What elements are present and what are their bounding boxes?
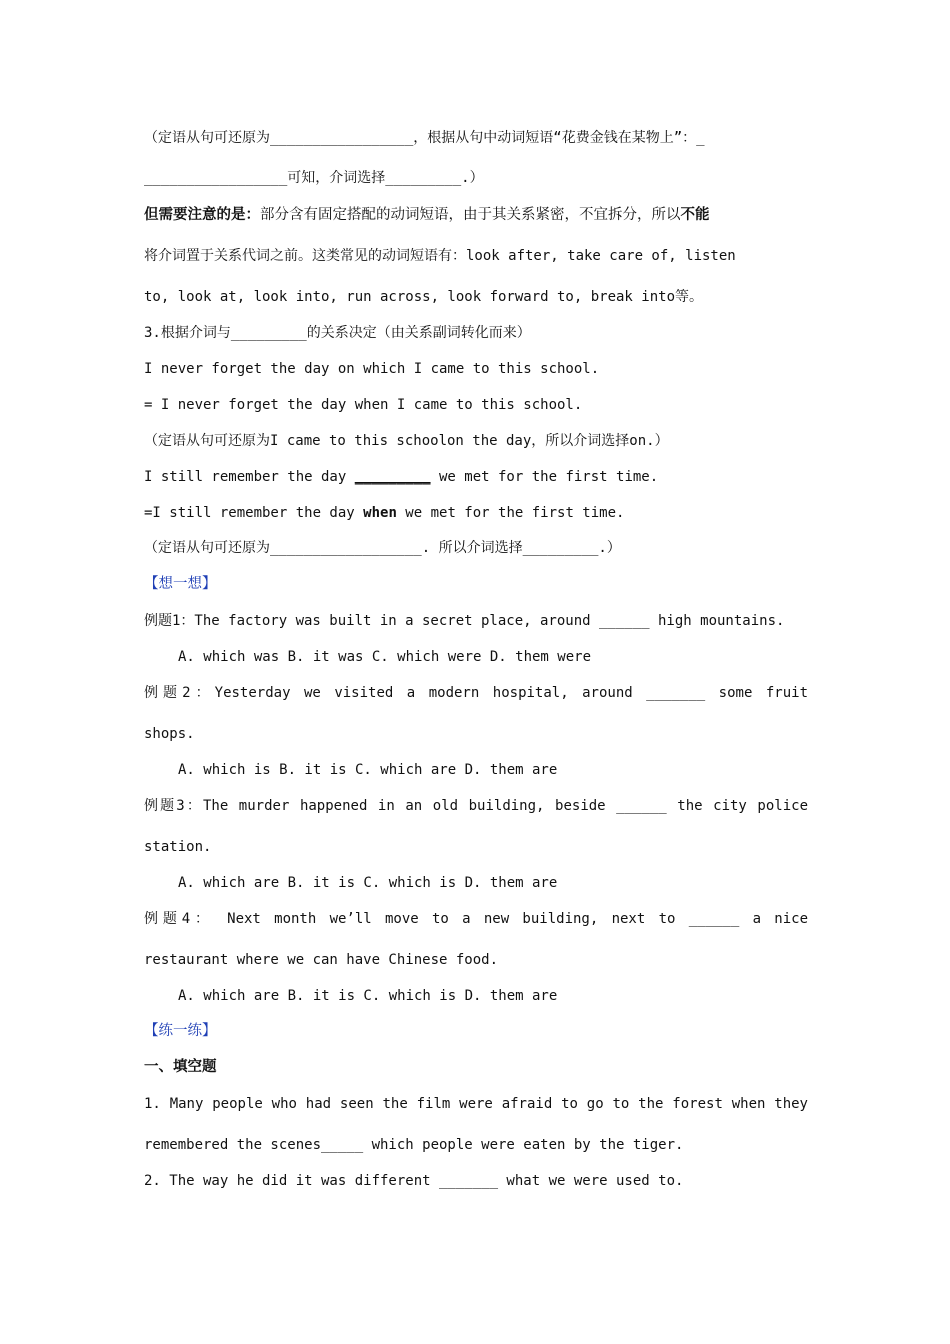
remember-part-b: we met for the first time. xyxy=(430,469,659,485)
example-2-question: 例题2：Yesterday we visited a modern hospital, around _______ some fruit xyxy=(144,685,808,701)
exercise-1-cont: remembered the scenes_____ which people were eaten by the tiger. xyxy=(144,1137,684,1153)
fill-blank-heading: 一、填空题 xyxy=(144,1058,217,1075)
note-line xyxy=(144,205,808,225)
example-4-question: 例题4： Next month we’ll move to a new building, next to ______ a nice xyxy=(144,911,808,927)
remember-blank: _________ xyxy=(354,469,431,485)
example-3-options: A. which are B. it is C. which is D. them are xyxy=(178,875,558,891)
note-label: 但需要注意的是： xyxy=(144,206,260,223)
when-word: when xyxy=(363,505,397,521)
when-part-a: =I still remember the day xyxy=(144,505,364,521)
note-emphasis: 不能 xyxy=(680,206,710,223)
text-line-5: to, look at, look into, run across, look forward to, break into等。 xyxy=(144,289,704,305)
example-4-options: A. which are B. it is C. which is D. them are xyxy=(178,988,558,1004)
example-1-options: A. which was B. it was C. which were D. them were xyxy=(178,649,592,665)
note-text: 部分含有固定搭配的动词短语，由于其关系紧密，不宜拆分，所以 xyxy=(260,207,681,223)
restore-note-2: （定语从句可还原为__________________. 所以介词选择_________.） xyxy=(144,540,621,556)
example-4-question-cont: restaurant where we can have Chinese food. xyxy=(144,952,499,968)
example-sentence-2: = I never forget the day when I came to this school. xyxy=(144,397,583,413)
example-2-question-cont: shops. xyxy=(144,726,195,742)
example-3-question: 例题3：The murder happened in an old building, beside ______ the city police xyxy=(144,798,808,814)
exercise-1: 1. Many people who had seen the film were afraid to go to the forest when they xyxy=(144,1096,808,1112)
text-line-4: 将介词置于关系代词之前。这类常见的动词短语有：look after, take care of, listen xyxy=(144,248,736,264)
restore-note-1: （定语从句可还原为I came to this schoolon the day，所以介词选择on.） xyxy=(144,433,669,449)
text-line-2: _________________可知，介词选择_________.） xyxy=(144,170,484,186)
when-part-b: we met for the first time. xyxy=(396,505,625,521)
remember-part-a: I still remember the day xyxy=(144,469,355,485)
section-practice: 【练一练】 xyxy=(144,1023,217,1039)
remember-sentence xyxy=(144,467,808,487)
text-line-1: （定语从句可还原为_________________，根据从句中动词短语“花费金钱在某物上”：_ xyxy=(144,130,705,146)
rule-3-heading: 3.根据介词与_________的关系决定（由关系副词转化而来） xyxy=(144,325,531,341)
example-3-question-cont: station. xyxy=(144,839,212,855)
exercise-2: 2. The way he did it was different _______ what we were used to. xyxy=(144,1173,684,1189)
example-2-options: A. which is B. it is C. which are D. them are xyxy=(178,762,558,778)
example-1-question: 例题1：The factory was built in a secret place, around ______ high mountains. xyxy=(144,613,785,629)
when-sentence xyxy=(144,503,808,523)
example-sentence-1: I never forget the day on which I came to this school. xyxy=(144,361,600,377)
section-think: 【想一想】 xyxy=(144,576,217,592)
